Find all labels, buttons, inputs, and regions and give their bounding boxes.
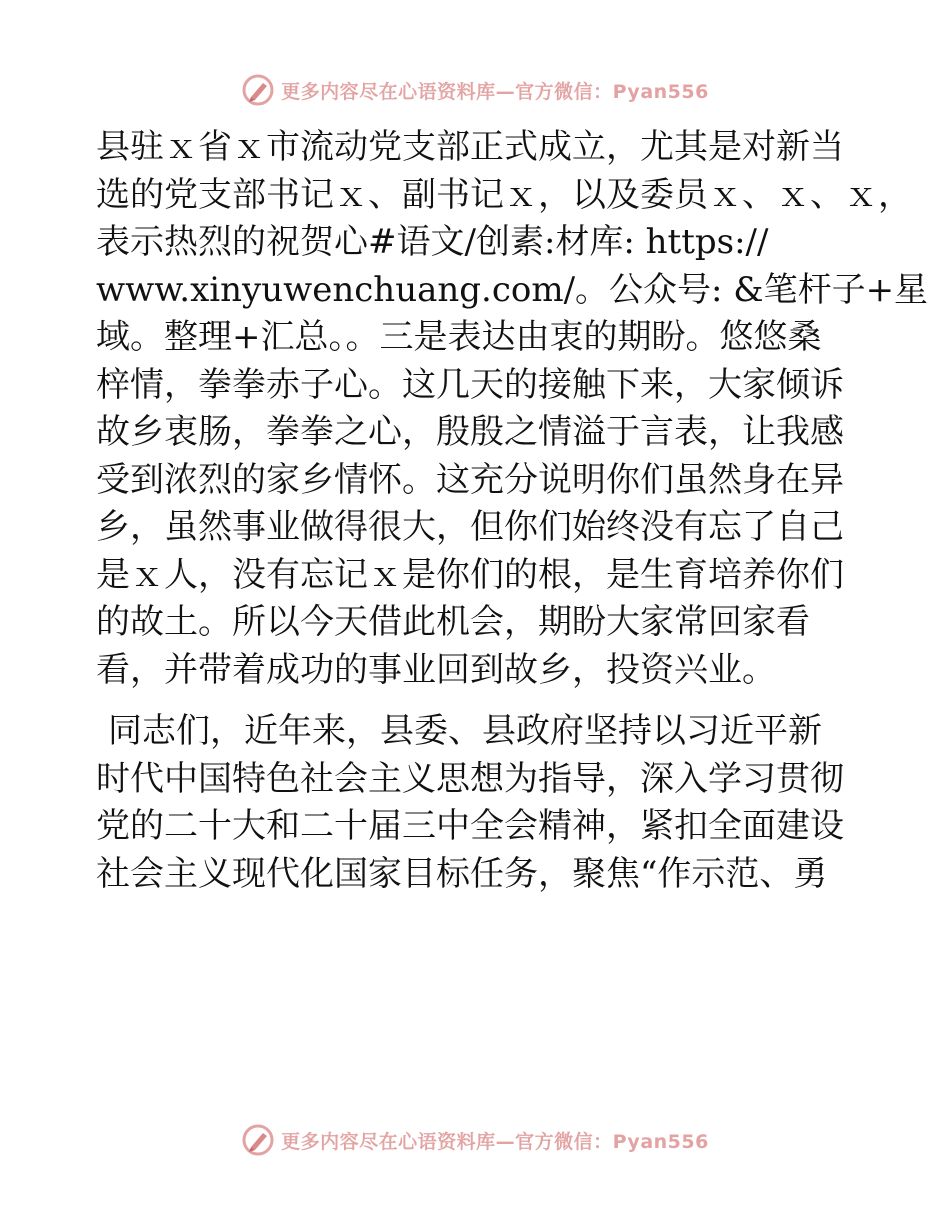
document-body	[96, 124, 929, 898]
text-line: 时代中国特色社会主义思想为指导，深入学习贯彻	[96, 758, 844, 799]
text-line: 乡，虽然事业做得很大，但你们始终没有忘了自己	[96, 507, 844, 547]
text-line: 社会主义现代化国家目标任务，聚焦“作示范、勇	[96, 853, 828, 894]
text-line: 看，并带着成功的事业回到故乡，投资兴业。	[96, 649, 776, 690]
text-line: 是ｘ人，没有忘记ｘ是你们的根，是生育培养你们	[96, 554, 844, 595]
text-line: 的故土。所以今天借此机会，期盼大家常回家看	[96, 602, 810, 642]
pen-logo-icon	[241, 1123, 275, 1157]
watermark-text: 更多内容尽在心语资料库—官方微信：Pyan556	[281, 1130, 709, 1153]
text-line: 故乡衷肠，拳拳之心，殷殷之情溢于言表，让我感	[96, 412, 844, 452]
text-line: 县驻ｘ省ｘ市流动党支部正式成立，尤其是对新当	[96, 127, 844, 167]
text-line: 梓情，拳拳赤子心。这几天的接触下来，大家倾诉	[96, 364, 844, 405]
watermark-text: 更多内容尽在心语资料库—官方微信：Pyan556	[281, 80, 709, 103]
pen-logo-icon	[241, 73, 275, 107]
paragraph-2	[96, 708, 856, 898]
footer-watermark	[0, 1118, 950, 1162]
text-line: 表示热烈的祝贺心#语文/创素:材库: https://	[96, 222, 769, 262]
text-line: 同志们，近年来，县委、县政府坚持以习近平新	[108, 711, 822, 751]
text-line: www.xinyuwenchuang.com/。公众号: &笔杆子+星	[96, 269, 929, 310]
text-line: 受到浓烈的家乡情怀。这充分说明你们虽然身在异	[96, 459, 844, 500]
paragraph-1	[96, 124, 929, 694]
text-line: 党的二十大和二十届三中全会精神，紧扣全面建设	[96, 806, 844, 846]
text-line: 选的党支部书记ｘ、副书记ｘ，以及委员ｘ、ｘ、ｘ，	[96, 174, 912, 215]
header-watermark	[0, 68, 950, 112]
text-line: 域。整理+汇总。。三是表达由衷的期盼。悠悠桑	[96, 317, 822, 357]
